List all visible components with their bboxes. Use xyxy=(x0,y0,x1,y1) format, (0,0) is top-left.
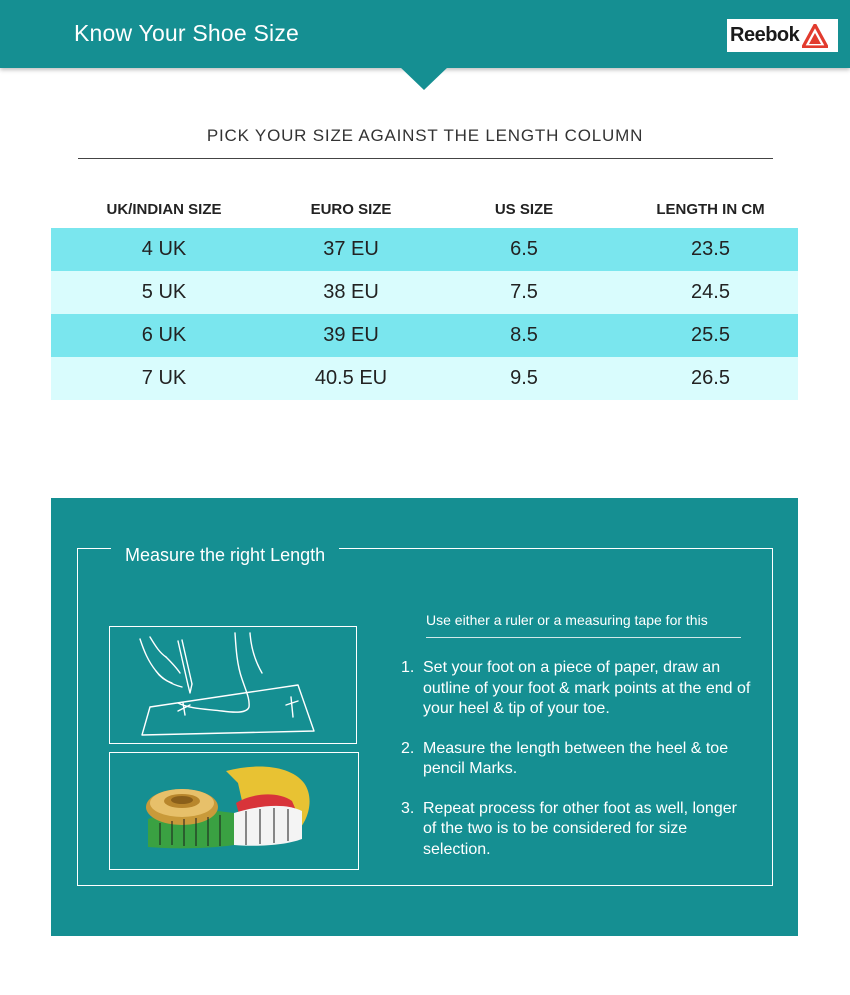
table-header-row xyxy=(51,190,798,228)
measuring-tape-illustration xyxy=(109,752,359,870)
page-header xyxy=(0,0,850,68)
table-row xyxy=(51,314,798,357)
col-header-length: LENGTH IN CM xyxy=(656,200,765,218)
header-title: Know Your Shoe Size xyxy=(74,20,300,46)
cell-length: 24.5 xyxy=(691,281,730,303)
step-text: Set your foot on a piece of paper, draw an outline of your foot & mark points at the end of your heel & tip of your toe. xyxy=(423,659,751,717)
cell-euro-size: 40.5 EU xyxy=(314,367,388,389)
cell-uk-size: 6 UK xyxy=(141,324,187,346)
cell-length: 23.5 xyxy=(691,238,730,260)
step-number: 2. xyxy=(401,739,415,757)
reebok-logo[interactable] xyxy=(727,19,838,52)
header-pointer-arrow xyxy=(399,66,449,90)
col-header-euro: EURO SIZE xyxy=(310,200,392,218)
list-item xyxy=(401,739,751,780)
step-text: Repeat process for other foot as well, longer of the two is to be considered for size selection. xyxy=(423,799,737,858)
table-heading: PICK YOUR SIZE AGAINST THE LENGTH COLUMN xyxy=(206,126,644,145)
step-text: Measure the length between the heel & toe pencil Marks. xyxy=(423,739,729,777)
heading-divider xyxy=(78,158,773,159)
measure-tip: Use either a ruler or a measuring tape for this xyxy=(426,612,708,628)
step-number: 3. xyxy=(401,799,415,817)
table-row xyxy=(51,228,798,271)
foot-outline-illustration xyxy=(109,626,357,744)
list-item xyxy=(401,799,751,861)
cell-us-size: 7.5 xyxy=(510,281,538,303)
cell-us-size: 9.5 xyxy=(510,367,538,389)
cell-us-size: 8.5 xyxy=(510,324,538,346)
measure-steps xyxy=(401,658,751,879)
table-row xyxy=(51,271,798,314)
size-chart-table xyxy=(51,190,798,400)
list-item xyxy=(401,658,751,720)
measure-panel xyxy=(51,498,798,936)
cell-euro-size: 39 EU xyxy=(323,324,379,346)
cell-us-size: 6.5 xyxy=(510,238,538,260)
reebok-delta-icon xyxy=(802,24,828,48)
cell-uk-size: 7 UK xyxy=(141,367,187,389)
cell-uk-size: 5 UK xyxy=(141,281,187,303)
col-header-us: US SIZE xyxy=(494,200,554,218)
step-number: 1. xyxy=(401,659,415,676)
cell-length: 25.5 xyxy=(691,324,730,346)
measuring-tape-icon xyxy=(110,753,360,871)
table-row xyxy=(51,357,798,400)
foot-drawing-icon xyxy=(110,627,358,745)
tip-divider xyxy=(426,637,741,638)
logo-text: Reebok xyxy=(730,24,800,46)
measure-title: Measure the right Length xyxy=(111,545,339,566)
cell-uk-size: 4 UK xyxy=(141,238,187,260)
cell-euro-size: 37 EU xyxy=(323,238,379,260)
col-header-uk: UK/INDIAN SIZE xyxy=(106,200,222,218)
cell-euro-size: 38 EU xyxy=(323,281,379,303)
cell-length: 26.5 xyxy=(691,367,730,389)
